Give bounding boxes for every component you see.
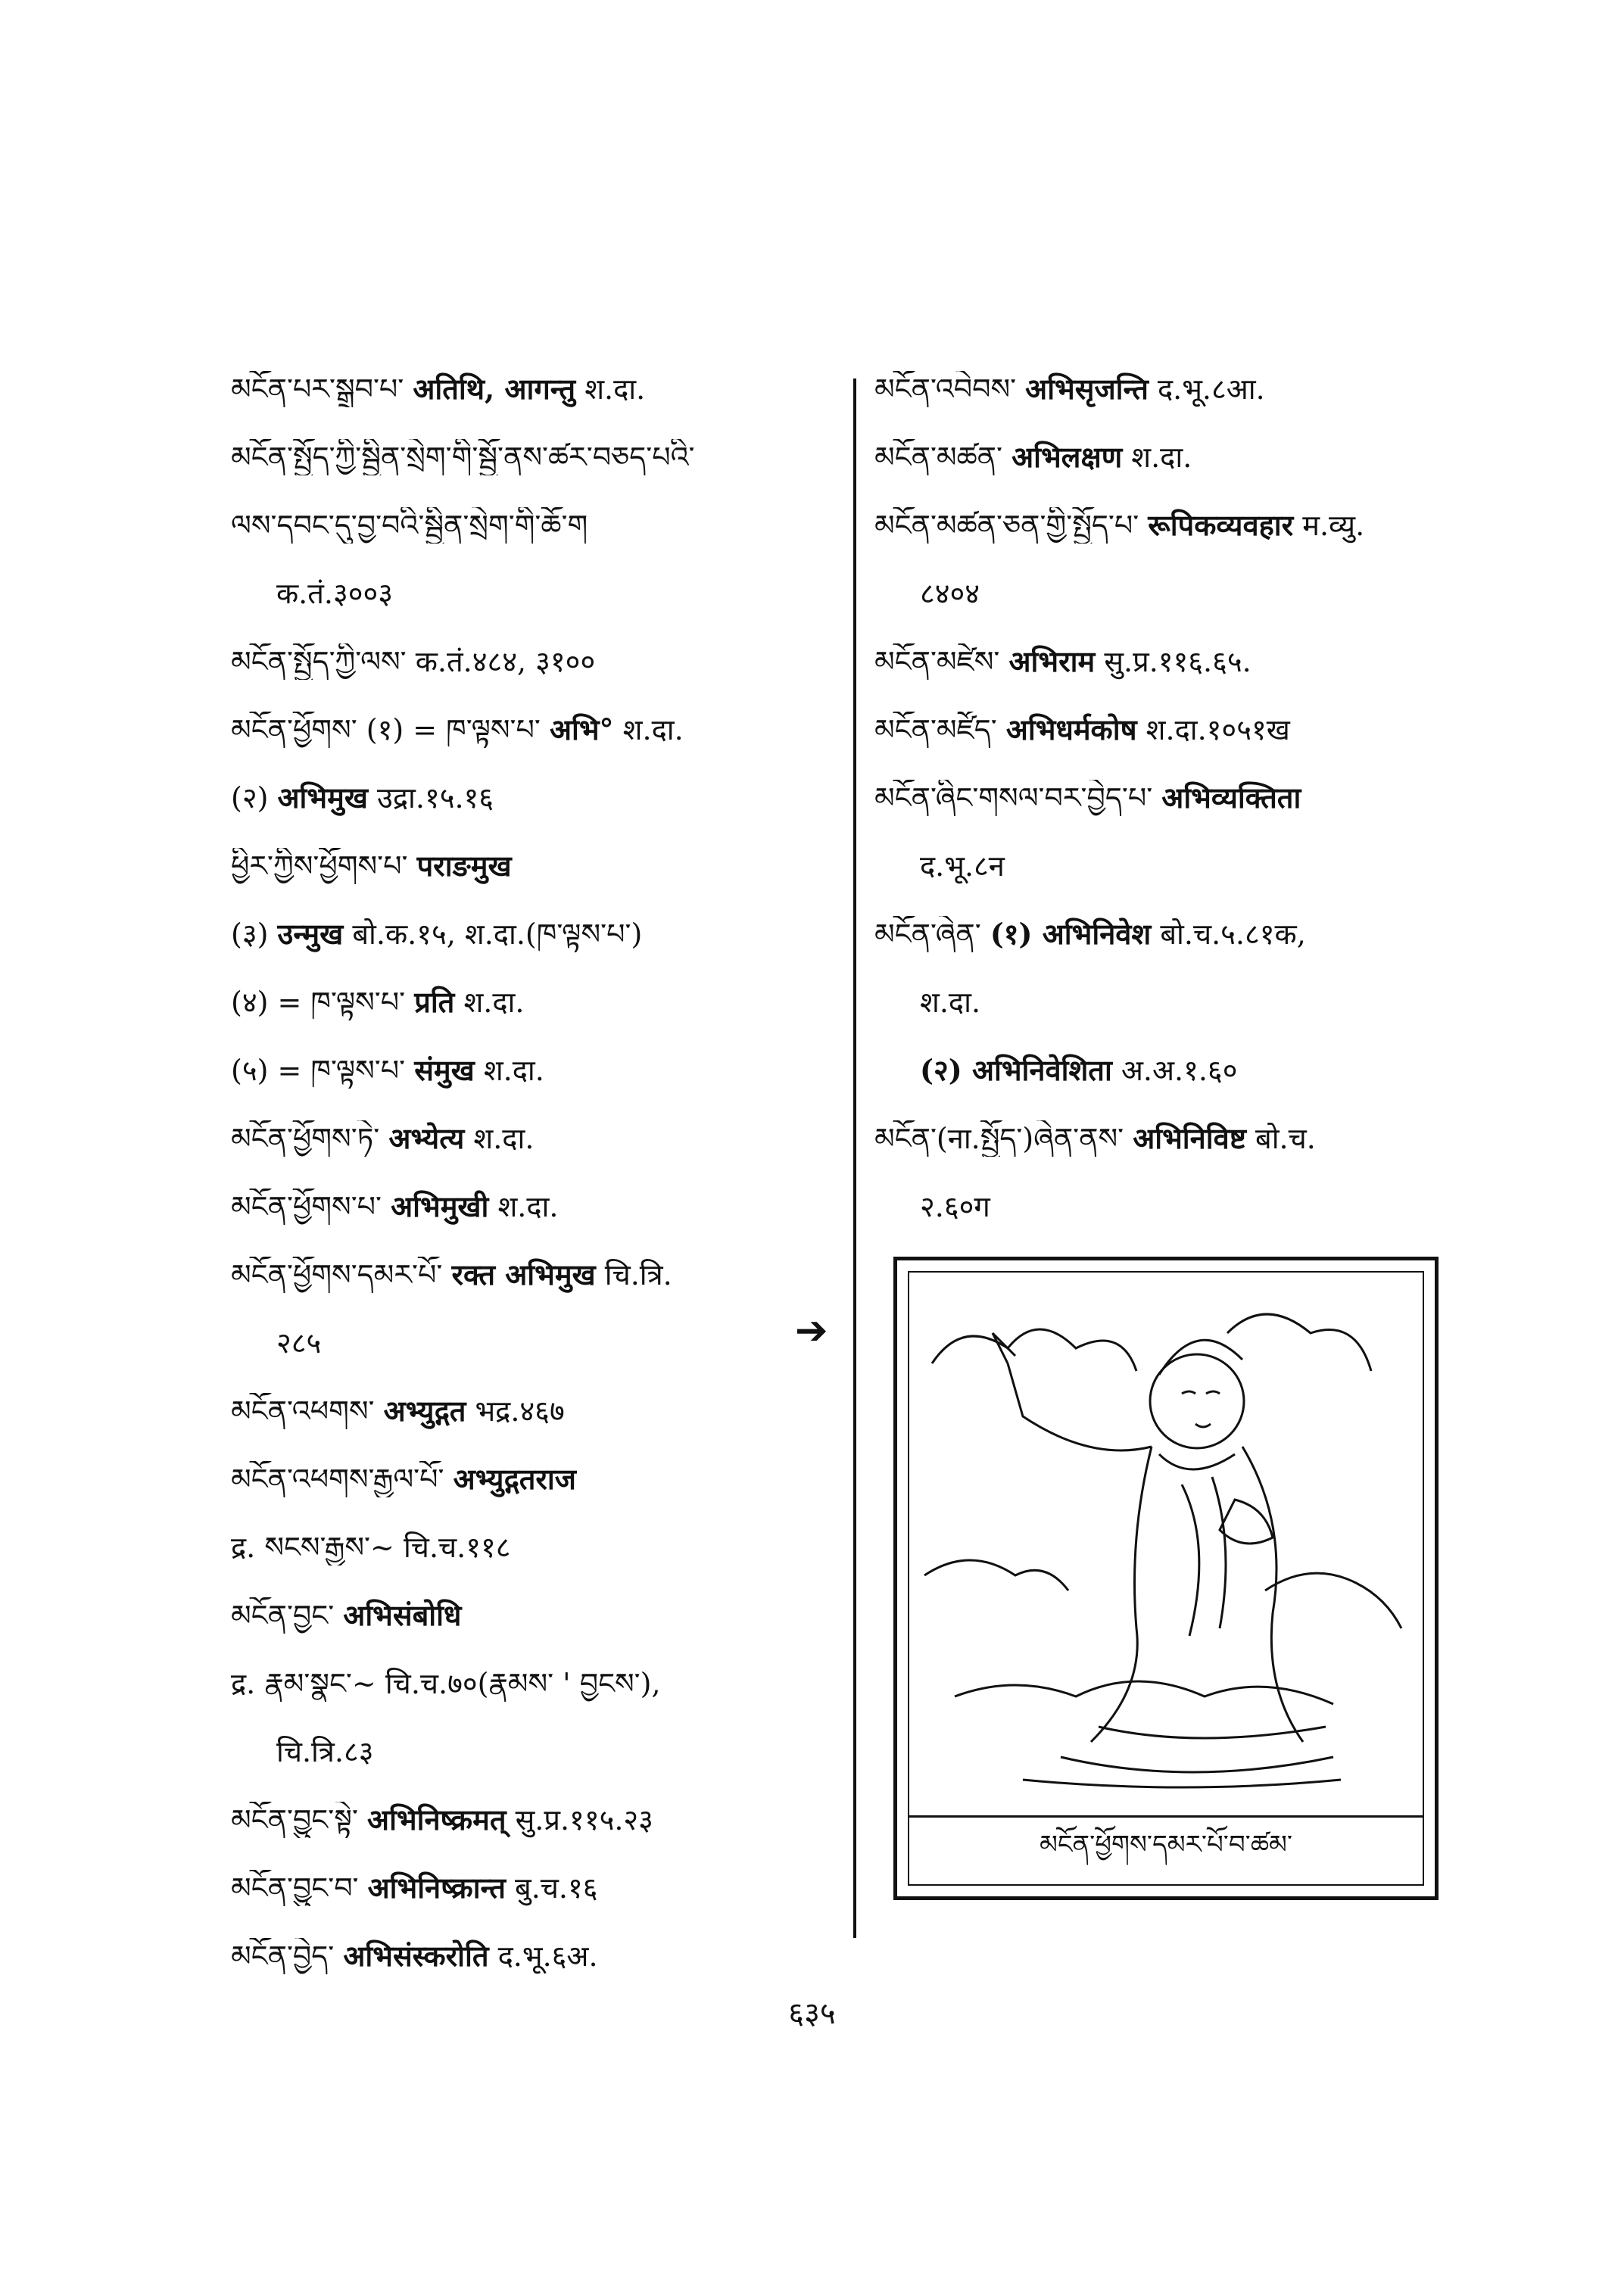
- sanskrit-equivalent: अभिधर्मकोष: [1005, 712, 1137, 746]
- source-reference: श.दा.: [497, 1190, 559, 1223]
- sanskrit-equivalent: अभि°: [549, 712, 614, 746]
- sanskrit-equivalent: अभिमुख: [277, 780, 368, 815]
- right-entry-line: [874, 984, 1480, 1020]
- left-entry-line: [231, 1257, 844, 1293]
- column-divider: [853, 379, 856, 1938]
- sanskrit-equivalent: अभिनिष्क्रमत्: [367, 1802, 507, 1837]
- source-reference: सु.प्र.११६.६५.: [1104, 645, 1252, 678]
- tibetan-term: མངོན་མཛེས་: [874, 645, 1000, 678]
- source-reference: बो.च.५.८१क,: [1160, 918, 1306, 951]
- source-reference: २८५: [276, 1326, 322, 1360]
- source-reference: बो.क.१५, श.दा.(ཁ་ལྟས་པ་): [352, 918, 643, 951]
- tibetan-term: द्र. སངས་རྒྱས་~: [231, 1531, 394, 1564]
- tibetan-term: ཕྱིར་ཀྱིས་ཕྱོགས་པ་: [231, 849, 408, 883]
- sanskrit-equivalent: रक्त अभिमुख: [451, 1257, 596, 1291]
- tibetan-term: (५) = ཁ་ལྟས་པ་: [231, 1054, 406, 1087]
- source-reference: बो.च.: [1255, 1122, 1316, 1155]
- figure-illustration: [909, 1273, 1424, 1802]
- tibetan-term: (४) = ཁ་ལྟས་པ་: [231, 986, 406, 1019]
- tibetan-term: མངོན་མཚན་: [874, 441, 1002, 474]
- left-entry-line: [231, 575, 844, 612]
- sanskrit-equivalent: अभिनिविष्ट: [1133, 1121, 1246, 1155]
- left-entry-line: [231, 712, 844, 748]
- tibetan-term: མངོན་བྱང་: [231, 1599, 335, 1632]
- right-entry-line: [874, 780, 1480, 816]
- tibetan-term: མངོན་པར་སྒྲུབ་པ་: [231, 372, 404, 406]
- source-reference: श.दा.: [483, 1054, 544, 1087]
- left-entry-line: [231, 1802, 844, 1838]
- source-reference: द.भू.६अ.: [497, 1939, 598, 1973]
- left-entry-line: [231, 1665, 844, 1702]
- sanskrit-equivalent: संमुख: [414, 1053, 475, 1087]
- tibetan-term: མངོན་ཞིང་གསལ་བར་བྱེད་པ་: [874, 781, 1153, 815]
- left-entry-line: [231, 507, 844, 544]
- sanskrit-equivalent: अभिमुखी: [391, 1189, 489, 1223]
- tibetan-term: མངོན་འཕགས་: [231, 1394, 375, 1428]
- page-number: ६३५: [788, 1996, 836, 2031]
- tibetan-term: མངོན་སྤྱོད་ཀྱི་སྦྱིན་སྲེག་གི་སྦྱོ་ནས་ཚར་བཅད་པའི་: [231, 441, 695, 474]
- right-entry-line: [874, 712, 1480, 748]
- right-entry-line: [874, 439, 1480, 475]
- sanskrit-equivalent: अभिराम: [1008, 644, 1096, 678]
- sanskrit-equivalent: अभिसंबोधि: [343, 1598, 462, 1632]
- right-entry-line: [874, 507, 1480, 544]
- sanskrit-equivalent: अभ्येत्य: [388, 1121, 465, 1155]
- right-entry-line: [874, 1052, 1480, 1089]
- left-entry-line: [231, 916, 844, 952]
- right-entry-line: [874, 1120, 1480, 1157]
- right-entry-line: [874, 371, 1480, 407]
- left-column: [231, 371, 844, 2006]
- tibetan-term: མངོན་ཕྱོགས་ (१) = ཁ་ལྟས་པ་: [231, 713, 541, 746]
- source-reference: चि.त्रि.: [604, 1258, 672, 1291]
- source-reference: श.दा.: [920, 986, 981, 1019]
- sanskrit-equivalent: अतिथि, आगन्तु: [413, 372, 576, 406]
- right-entry-line: [874, 643, 1480, 680]
- source-reference: २.६०ग: [920, 1190, 990, 1223]
- right-entry-line: [874, 916, 1480, 952]
- left-entry-line: [231, 1120, 844, 1157]
- sanskrit-equivalent: रूपिकव्यवहार: [1148, 508, 1294, 542]
- left-entry-line: [231, 1529, 844, 1566]
- right-entry-line: [874, 1189, 1480, 1225]
- source-reference: क.तं.४८४, ३१००: [415, 645, 596, 678]
- sanskrit-equivalent: अभिलक्षण: [1011, 440, 1123, 474]
- source-reference: श.दा.: [473, 1122, 535, 1155]
- source-reference: द.भू.८न: [920, 849, 1005, 883]
- sanskrit-equivalent: अभिसृजन्ति: [1025, 372, 1149, 406]
- sanskrit-equivalent: (२) अभिनिवेशिता: [920, 1053, 1112, 1087]
- tibetan-term: མངོན་(ना.སྤྱོད་)ཞེན་ནས་: [874, 1122, 1124, 1155]
- figure-caption: མངོན་ཕྱོགས་དམར་པོ་བ་ཚམ་: [908, 1815, 1424, 1886]
- tibetan-term: (३): [231, 918, 269, 951]
- pointer-arrow: ➔: [795, 1308, 828, 1354]
- sanskrit-equivalent: पराङमुख: [416, 849, 512, 883]
- left-entry-line: [231, 1461, 844, 1497]
- tibetan-term: མངོན་ཕྱོགས་ཏེ་: [231, 1122, 380, 1155]
- left-entry-line: [231, 780, 844, 816]
- left-entry-line: [231, 1938, 844, 1974]
- tibetan-term: མངོན་ཕྱོགས་དམར་པོ་: [231, 1258, 443, 1291]
- left-entry-line: [231, 1870, 844, 1906]
- left-entry-line: [231, 371, 844, 407]
- sanskrit-equivalent: अभिनिष्क्रान्त: [367, 1871, 506, 1905]
- left-entry-line: [231, 1393, 844, 1429]
- source-reference: बु.च.१६: [515, 1871, 598, 1905]
- tibetan-term: མངོན་འཕགས་རྒྱལ་པོ་: [231, 1463, 444, 1496]
- source-reference: द.भू.८आ.: [1157, 372, 1265, 406]
- sanskrit-equivalent: (१) अभिनिवेश: [990, 917, 1152, 951]
- source-reference: अ.अ.१.६०: [1121, 1054, 1238, 1087]
- source-reference: ८४०४: [920, 577, 980, 610]
- tibetan-term: མངོན་བྱེད་: [231, 1939, 335, 1973]
- left-entry-line: [231, 984, 844, 1020]
- source-reference: म.व्यु.: [1302, 509, 1365, 542]
- sanskrit-equivalent: प्रति: [414, 985, 455, 1019]
- source-reference: श.दा.१०५१ख: [1146, 713, 1290, 746]
- right-column: [874, 371, 1480, 1257]
- sanskrit-equivalent: अभ्युद्गत: [383, 1394, 466, 1428]
- source-reference: चि.च.७०(རྣམས་ ' བྱངས་),: [385, 1667, 661, 1700]
- source-reference: चि.त्रि.८३: [276, 1735, 374, 1768]
- source-reference: श.दा.: [584, 372, 646, 406]
- tibetan-term: མངོན་བྱུང་བ་: [231, 1871, 359, 1905]
- left-entry-line: [231, 1734, 844, 1770]
- sanskrit-equivalent: उन्मुख: [277, 917, 344, 951]
- left-entry-line: [231, 1597, 844, 1634]
- sanskrit-equivalent: अभिव्यक्तिता: [1161, 780, 1301, 815]
- source-reference: उद्रा.१५.१६: [377, 781, 494, 815]
- sanskrit-equivalent: अभ्युद्गतराज: [453, 1462, 576, 1496]
- tibetan-term: ལས་དབང་དུ་བྱ་བའི་སྦྱིན་སྲེག་གི་ཆོ་ག: [231, 509, 588, 542]
- tibetan-term: (२): [231, 781, 269, 815]
- illustration-figure: [893, 1257, 1439, 1900]
- tibetan-term: མངོན་ཕྱོགས་པ་: [231, 1190, 382, 1223]
- tibetan-term: द्र. རྣམ་སྣང་~: [231, 1667, 376, 1700]
- tibetan-term: མངོན་ཞེན་: [874, 918, 981, 951]
- right-entry-line: [874, 575, 1480, 612]
- source-reference: श.दा.: [622, 713, 684, 746]
- tibetan-term: མངོན་འབེབས་: [874, 372, 1017, 406]
- tibetan-term: མངོན་བྱུང་སྟེ་: [231, 1803, 358, 1837]
- left-entry-line: [231, 1325, 844, 1361]
- left-entry-line: [231, 1052, 844, 1089]
- left-entry-line: [231, 643, 844, 680]
- tibetan-term: མངོན་སྤྱོད་ཀྱི་ལས་: [231, 645, 407, 678]
- source-reference: सु.प्र.११५.२३: [515, 1803, 653, 1837]
- source-reference: भद्र.४६७: [475, 1394, 565, 1428]
- left-entry-line: [231, 848, 844, 884]
- right-entry-line: [874, 848, 1480, 884]
- left-entry-line: [231, 439, 844, 475]
- source-reference: क.तं.३००३: [276, 577, 394, 610]
- tibetan-term: མངོན་མཚན་ཅན་གྱི་སྤྱོད་པ་: [874, 509, 1139, 542]
- source-reference: श.दा.: [463, 986, 525, 1019]
- sanskrit-equivalent: अभिसंस्करोति: [343, 1939, 489, 1973]
- source-reference: श.दा.: [1131, 441, 1192, 474]
- left-entry-line: [231, 1189, 844, 1225]
- source-reference: चि.च.११८: [403, 1531, 511, 1564]
- tibetan-term: མངོན་མཛོད་: [874, 713, 997, 746]
